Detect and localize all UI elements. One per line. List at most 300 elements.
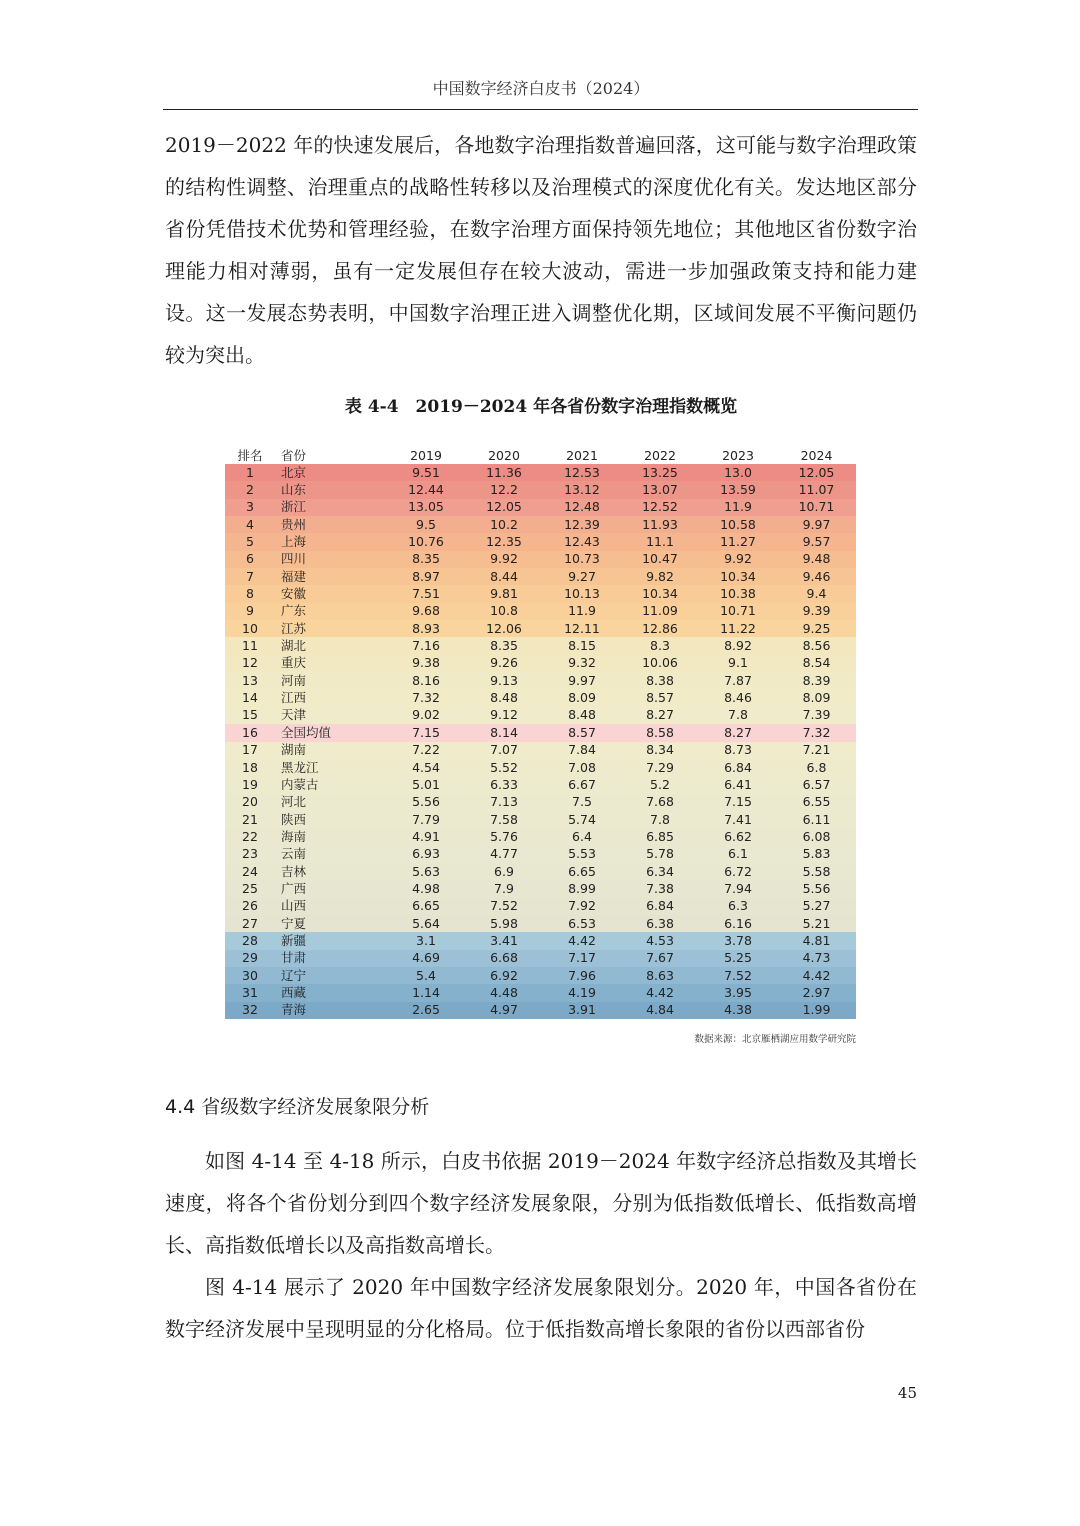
table-cell: 7.22: [412, 742, 440, 758]
table-cell: 4.98: [412, 880, 440, 896]
table-cell: 12: [242, 655, 258, 671]
table-row: [225, 984, 856, 1001]
table-caption: 表 4-4 2019－2024 年各省份数字治理指数概览: [344, 397, 738, 417]
table-cell: 12.06: [486, 620, 522, 636]
table-cell: 1.99: [802, 1002, 831, 1018]
table-row: [225, 828, 856, 845]
table-cell: 11.1: [646, 534, 674, 550]
table-cell: 3.41: [490, 932, 518, 948]
table-cell: 8.92: [724, 638, 752, 654]
table-cell: 7.9: [494, 880, 514, 896]
table-cell: 福建: [281, 568, 307, 584]
table-cell: 7.13: [490, 794, 518, 810]
table-cell: 云南: [281, 846, 307, 862]
table-cell: 12.48: [564, 499, 600, 515]
table-row: [225, 1002, 856, 1019]
table-cell: 9.26: [490, 655, 518, 671]
table-row: [225, 499, 856, 516]
table-cell: 6.1: [728, 846, 748, 862]
table-cell: 8: [246, 586, 254, 602]
header-2019: 2019: [387, 446, 465, 464]
table-cell: 12.11: [564, 620, 600, 636]
table-cell: 7.52: [724, 967, 752, 983]
table-cell: 7.67: [646, 950, 674, 966]
table-cell: 江西: [281, 690, 307, 706]
table-cell: 13.12: [564, 482, 600, 498]
table-cell: 5.21: [802, 915, 831, 931]
table-cell: 甘肃: [281, 950, 307, 966]
table-cell: 9.32: [568, 655, 596, 671]
table-cell: 8.97: [412, 568, 440, 584]
table-cell: 9.1: [728, 655, 748, 671]
table-cell: 10.47: [642, 551, 678, 567]
table-cell: 4.53: [646, 932, 674, 948]
table-row: [225, 481, 856, 498]
table-cell: 7: [246, 568, 254, 584]
table-cell: 8.46: [724, 690, 752, 706]
table-cell: 6.67: [568, 776, 596, 792]
table-cell: 4.42: [802, 967, 831, 983]
table-cell: 9.92: [724, 551, 752, 567]
table-cell: 16: [242, 724, 258, 740]
table-cell: 青海: [281, 1002, 307, 1018]
table-cell: 3.1: [416, 932, 436, 948]
data-source-note: 数据来源：北京雁栖湖应用数学研究院: [694, 1034, 856, 1045]
table-cell: 4.42: [646, 984, 674, 1000]
table-cell: 4.91: [412, 828, 440, 844]
table-cell: 9.38: [412, 655, 440, 671]
table-row: [225, 915, 856, 932]
table-cell: 29: [242, 950, 258, 966]
table-cell: 7.79: [412, 811, 440, 827]
table-cell: 陕西: [281, 811, 307, 827]
table-row: [225, 551, 856, 568]
table-cell: 26: [242, 898, 258, 914]
table-cell: 8.27: [724, 724, 752, 740]
table-cell: 12.44: [408, 482, 444, 498]
table-cell: 5.01: [412, 776, 440, 792]
table-cell: 8.3: [650, 638, 670, 654]
table-row: [225, 620, 856, 637]
table-cell: 9.51: [412, 464, 440, 480]
header-2022: 2022: [621, 446, 699, 464]
header-2024: 2024: [777, 446, 856, 464]
table-cell: 8.63: [646, 967, 674, 983]
table-cell: 辽宁: [281, 967, 307, 983]
table-cell: 8.09: [802, 690, 831, 706]
table-cell: 8.35: [490, 638, 518, 654]
table-cell: 7.8: [650, 811, 670, 827]
table-cell: 9.48: [802, 551, 831, 567]
table-cell: 5.63: [412, 863, 440, 879]
table-cell: 2.65: [412, 1002, 440, 1018]
table-cell: 4.54: [412, 759, 440, 775]
table-cell: 8.38: [646, 672, 674, 688]
table-cell: 9: [246, 603, 254, 619]
table-cell: 9.27: [568, 568, 596, 584]
table-cell: 7.5: [572, 794, 592, 810]
table-cell: 8.57: [568, 724, 596, 740]
running-header: 中国数字经济白皮书（2024）: [432, 79, 650, 98]
table-cell: 4.97: [490, 1002, 518, 1018]
table-cell: 9.46: [802, 568, 831, 584]
table-cell: 9.12: [490, 707, 518, 723]
table-row: [225, 637, 856, 654]
table-cell: 4.81: [802, 932, 831, 948]
table-cell: 5.27: [802, 898, 831, 914]
table-cell: 31: [242, 984, 258, 1000]
table-cell: 21: [242, 811, 258, 827]
table-cell: 7.15: [724, 794, 752, 810]
table-row: [225, 776, 856, 793]
table-row: [225, 950, 856, 967]
table-cell: 10.71: [720, 603, 756, 619]
table-cell: 12.52: [642, 499, 678, 515]
table-cell: 8.56: [802, 638, 831, 654]
table-cell: 8.34: [646, 742, 674, 758]
table-row: [225, 742, 856, 759]
table-cell: 4.48: [490, 984, 518, 1000]
table-cell: 6.9: [494, 863, 514, 879]
table-cell: 8.93: [412, 620, 440, 636]
table-cell: 4: [246, 516, 254, 532]
table-row: [225, 863, 856, 880]
table-cell: 3: [246, 499, 254, 515]
table-cell: 7.17: [568, 950, 596, 966]
table-cell: 黑龙江: [281, 759, 319, 775]
table-cell: 全国均值: [281, 724, 332, 740]
table-cell: 4.84: [646, 1002, 674, 1018]
table-cell: 11.07: [798, 482, 835, 498]
table-row: [225, 585, 856, 602]
table-cell: 8.48: [568, 707, 596, 723]
table-cell: 1.14: [412, 984, 440, 1000]
table-cell: 10.71: [798, 499, 835, 515]
governance-index-table-wrap: [225, 446, 856, 1019]
table-row: [225, 603, 856, 620]
table-cell: 2.97: [802, 984, 831, 1000]
table-row: [225, 724, 856, 741]
table-cell: 10.58: [720, 516, 756, 532]
table-cell: 8.48: [490, 690, 518, 706]
table-cell: 9.13: [490, 672, 518, 688]
table-row: [225, 811, 856, 828]
table-cell: 西藏: [281, 984, 307, 1000]
table-cell: 3.95: [724, 984, 752, 1000]
table-cell: 10.73: [564, 551, 600, 567]
table-cell: 9.97: [568, 672, 596, 688]
table-cell: 6.3: [728, 898, 748, 914]
table-cell: 14: [242, 690, 258, 706]
table-cell: 9.39: [802, 603, 831, 619]
table-cell: 4.42: [568, 932, 596, 948]
header-2021: 2021: [543, 446, 621, 464]
table-cell: 13.59: [720, 482, 756, 498]
table-cell: 4.73: [802, 950, 831, 966]
table-row: [225, 707, 856, 724]
table-cell: 湖南: [281, 742, 307, 758]
table-cell: 17: [242, 742, 258, 758]
table-cell: 9.02: [412, 707, 440, 723]
table-cell: 7.52: [490, 898, 518, 914]
table-cell: 22: [242, 828, 258, 844]
table-cell: 6.38: [646, 915, 674, 931]
table-cell: 32: [242, 1002, 258, 1018]
header-2020: 2020: [465, 446, 543, 464]
table-cell: 12.53: [564, 464, 600, 480]
table-cell: 7.8: [728, 707, 748, 723]
table-cell: 7.87: [724, 672, 752, 688]
table-cell: 四川: [281, 551, 307, 567]
table-cell: 天津: [281, 707, 307, 723]
table-cell: 8.73: [724, 742, 752, 758]
table-cell: 11.93: [642, 516, 678, 532]
table-cell: 8.39: [802, 672, 831, 688]
table-cell: 30: [242, 967, 258, 983]
table-cell: 内蒙古: [281, 776, 319, 792]
header-rule: [163, 109, 918, 110]
table-cell: 13.07: [642, 482, 678, 498]
table-cell: 11.9: [724, 499, 752, 515]
section-heading: 4.4 省级数字经济发展象限分析: [165, 1096, 430, 1118]
table-cell: 7.32: [412, 690, 440, 706]
table-cell: 10.8: [490, 603, 518, 619]
table-cell: 6.68: [490, 950, 518, 966]
table-cell: 9.68: [412, 603, 440, 619]
table-cell: 4.38: [724, 1002, 752, 1018]
table-cell: 12.43: [564, 534, 600, 550]
table-cell: 5: [246, 534, 254, 550]
table-row: [225, 759, 856, 776]
table-cell: 10.38: [720, 586, 756, 602]
table-cell: 6: [246, 551, 254, 567]
table-cell: 7.38: [646, 880, 674, 896]
table-cell: 5.98: [490, 915, 518, 931]
table-cell: 27: [242, 915, 258, 931]
table-cell: 7.84: [568, 742, 596, 758]
table-cell: 7.32: [802, 724, 831, 740]
table-cell: 5.52: [490, 759, 518, 775]
table-cell: 3.91: [568, 1002, 596, 1018]
table-cell: 9.81: [490, 586, 518, 602]
table-cell: 5.58: [802, 863, 831, 879]
table-cell: 5.78: [646, 846, 674, 862]
table-cell: 7.41: [724, 811, 752, 827]
table-cell: 9.97: [802, 516, 831, 532]
table-cell: 12.86: [642, 620, 678, 636]
table-cell: 贵州: [281, 516, 307, 532]
table-cell: 12.2: [490, 482, 518, 498]
table-row: [225, 846, 856, 863]
table-cell: 9.57: [802, 534, 831, 550]
table-cell: 湖北: [281, 638, 307, 654]
table-cell: 11.22: [720, 620, 756, 636]
table-cell: 10.2: [490, 516, 518, 532]
table-cell: 6.62: [724, 828, 752, 844]
table-cell: 12.05: [486, 499, 522, 515]
table-cell: 广东: [281, 603, 307, 619]
table-cell: 8.99: [568, 880, 596, 896]
table-cell: 13: [242, 672, 258, 688]
table-cell: 7.16: [412, 638, 440, 654]
table-cell: 12.39: [564, 516, 600, 532]
table-cell: 7.92: [568, 898, 596, 914]
table-cell: 6.85: [646, 828, 674, 844]
table-header-row: [225, 446, 856, 464]
table-cell: 海南: [281, 828, 307, 844]
table-cell: 7.15: [412, 724, 440, 740]
table-row: [225, 932, 856, 949]
table-cell: 9.4: [806, 586, 827, 602]
table-cell: 23: [242, 846, 258, 862]
header-rank: 排名: [225, 446, 275, 464]
table-cell: 5.2: [650, 776, 670, 792]
table-cell: 5.83: [802, 846, 831, 862]
table-cell: 7.07: [490, 742, 518, 758]
table-row: [225, 967, 856, 984]
table-cell: 6.11: [802, 811, 831, 827]
table-cell: 10.34: [720, 568, 756, 584]
table-cell: 11.36: [486, 464, 522, 480]
table-cell: 安徽: [281, 586, 307, 602]
table-cell: 6.93: [412, 846, 440, 862]
table-cell: 13.0: [724, 464, 752, 480]
table-row: [225, 464, 856, 481]
table-cell: 7.21: [802, 742, 831, 758]
table-row: [225, 516, 856, 533]
table-cell: 5.56: [412, 794, 440, 810]
table-cell: 6.65: [412, 898, 440, 914]
table-cell: 11.9: [568, 603, 596, 619]
table-row: [225, 880, 856, 897]
table-cell: 10.13: [564, 586, 600, 602]
table-cell: 9.25: [802, 620, 831, 636]
table-cell: 9.82: [646, 568, 674, 584]
table-cell: 20: [242, 794, 258, 810]
table-cell: 8.54: [802, 655, 831, 671]
table-cell: 19: [242, 776, 258, 792]
table-cell: 15: [242, 707, 258, 723]
table-cell: 10: [242, 620, 258, 636]
table-cell: 4.77: [490, 846, 518, 862]
table-cell: 18: [242, 759, 258, 775]
paragraph-figure-4-14: 图 4-14 展示了 2020 年中国数字经济发展象限划分。2020 年，中国各省份在数字经济发展中呈现明显的分化格局。位于低指数高增长象限的省份以西部省份: [165, 1275, 917, 1341]
table-row: [225, 568, 856, 585]
table-cell: 广西: [281, 880, 307, 896]
table-cell: 12.05: [798, 464, 835, 480]
table-row: [225, 655, 856, 672]
table-cell: 2: [246, 482, 254, 498]
table-cell: 8.16: [412, 672, 440, 688]
table-cell: 8.35: [412, 551, 440, 567]
table-cell: 河北: [281, 794, 307, 810]
table-cell: 8.09: [568, 690, 596, 706]
table-cell: 6.16: [724, 915, 752, 931]
table-cell: 6.08: [802, 828, 831, 844]
table-cell: 8.58: [646, 724, 674, 740]
table-cell: 重庆: [281, 655, 307, 671]
table-cell: 北京: [281, 464, 307, 480]
table-cell: 5.76: [490, 828, 518, 844]
table-cell: 6.84: [646, 898, 674, 914]
table-cell: 5.25: [724, 950, 752, 966]
table-body: [225, 464, 856, 1019]
table-cell: 6.55: [802, 794, 831, 810]
table-cell: 10.06: [642, 655, 678, 671]
paragraph-intro: 2019－2022 年的快速发展后，各地数字治理指数普遍回落，这可能与数字治理政策的结构性调整、治理重点的战略性转移以及治理模式的深度优化有关。发达地区部分省份凭借技术优势和管理经验，在数字治理方面保持领先地位；其他地区省份数字治理能力相对薄弱，虽有一定发展但存在较大波动，需进一步加强政策支持和能力建设。这一发展态势表明，中国数字治理正进入调整优化期，区域间发展不平衡问题仍较为突出。: [165, 133, 917, 367]
table-row: [225, 689, 856, 706]
table-cell: 8.44: [490, 568, 518, 584]
table-cell: 5.64: [412, 915, 440, 931]
table-cell: 浙江: [281, 499, 307, 515]
table-cell: 4.69: [412, 950, 440, 966]
table-cell: 6.8: [806, 759, 827, 775]
table-cell: 吉林: [281, 863, 307, 879]
table-cell: 8.15: [568, 638, 596, 654]
table-cell: 7.29: [646, 759, 674, 775]
table-cell: 11: [242, 638, 258, 654]
table-row: [225, 533, 856, 550]
table-cell: 13.25: [642, 464, 678, 480]
header-2023: 2023: [699, 446, 777, 464]
table-cell: 新疆: [281, 932, 307, 948]
table-cell: 7.68: [646, 794, 674, 810]
table-cell: 江苏: [281, 620, 307, 636]
table-cell: 6.84: [724, 759, 752, 775]
table-cell: 7.08: [568, 759, 596, 775]
table-cell: 11.09: [642, 603, 678, 619]
header-province: 省份: [275, 446, 387, 464]
table-cell: 8.27: [646, 707, 674, 723]
table-cell: 12.35: [486, 534, 522, 550]
table-cell: 7.96: [568, 967, 596, 983]
table-cell: 11.27: [720, 534, 756, 550]
table-cell: 3.78: [724, 932, 752, 948]
table-cell: 8.57: [646, 690, 674, 706]
table-cell: 6.4: [572, 828, 592, 844]
governance-index-table: [225, 446, 856, 1019]
table-cell: 5.74: [568, 811, 596, 827]
table-cell: 6.34: [646, 863, 674, 879]
table-cell: 6.65: [568, 863, 596, 879]
table-row: [225, 672, 856, 689]
table-cell: 9.92: [490, 551, 518, 567]
table-cell: 5.4: [416, 967, 436, 983]
table-cell: 9.5: [416, 516, 436, 532]
table-cell: 7.58: [490, 811, 518, 827]
table-cell: 7.51: [412, 586, 440, 602]
table-cell: 28: [242, 932, 258, 948]
table-cell: 25: [242, 880, 258, 896]
table-cell: 7.39: [802, 707, 831, 723]
paragraph-quadrant-intro: 如图 4-14 至 4-18 所示，白皮书依据 2019－2024 年数字经济总指数及其增长速度，将各个省份划分到四个数字经济发展象限，分别为低指数低增长、低指数高增长、高指数低增长以及高指数高增长。: [165, 1149, 917, 1257]
table-cell: 7.94: [724, 880, 752, 896]
table-cell: 宁夏: [281, 915, 307, 931]
table-cell: 6.92: [490, 967, 518, 983]
table-cell: 5.56: [802, 880, 831, 896]
table-row: [225, 794, 856, 811]
table-cell: 6.41: [724, 776, 752, 792]
table-row: [225, 898, 856, 915]
table-cell: 10.34: [642, 586, 678, 602]
table-cell: 6.33: [490, 776, 518, 792]
page-number: 45: [897, 1384, 917, 1402]
table-cell: 6.53: [568, 915, 596, 931]
table-cell: 1: [246, 464, 254, 480]
table-cell: 13.05: [408, 499, 444, 515]
table-cell: 6.72: [724, 863, 752, 879]
table-cell: 山西: [281, 898, 307, 914]
